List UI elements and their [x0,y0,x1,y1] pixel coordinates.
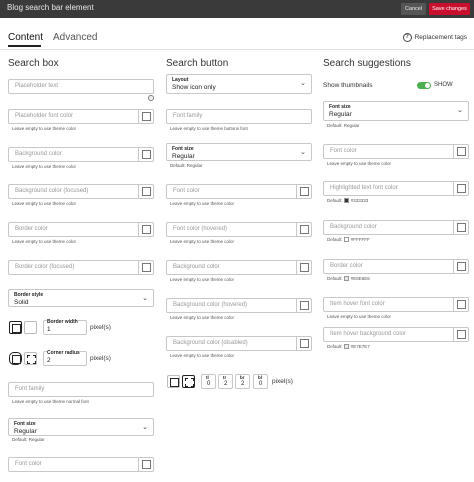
select-value: Show icon only [172,84,216,91]
hint: Leave empty to use theme color [170,315,235,320]
field-label: Font color (hovered) [173,226,228,232]
default-color-hint [327,198,368,203]
numfield-label: Border width [47,319,78,325]
color-swatch [344,276,349,281]
color-swatch [344,344,349,349]
hint: Leave empty to use theme color [170,239,235,244]
button-background-color-input[interactable] [166,260,312,275]
border-style-select[interactable] [8,289,154,307]
hint: Default: Regular [170,163,203,168]
field-label: Border color [15,226,48,232]
corner-label: tl [206,375,209,380]
hint-prefix: Default: [327,237,343,242]
color-picker-icon[interactable] [453,298,468,311]
select-label: Font size [172,146,194,152]
field-label: Highlighted text font color [330,185,398,191]
hint-prefix: Default: [327,344,343,349]
hint: Leave empty to use theme normal font [12,399,89,404]
chevron-down-icon: ⌄ [300,149,306,156]
titlebar [0,0,474,18]
color-picker-icon[interactable] [453,260,468,273]
chevron-down-icon: ⌄ [300,80,306,87]
tab-content[interactable]: Content [8,32,44,43]
radius-all-corners-button[interactable] [167,375,180,388]
info-icon[interactable]: i [148,95,154,101]
hint-prefix: Default: [327,276,343,281]
hint-prefix: Default: [327,198,343,203]
section-title-search-box: Search box [8,58,59,69]
color-picker-icon[interactable] [296,223,311,236]
chevron-down-icon: ⌄ [457,107,463,114]
toggle-state-label: SHOW [434,82,453,88]
field-label: Background color [173,264,220,270]
hint: Leave empty to use theme color [170,353,235,358]
question-icon: ? [403,33,412,42]
active-tab-indicator [8,45,41,47]
select-label: Font size [329,104,351,110]
field-label: Font color [330,148,357,154]
color-picker-icon[interactable] [453,221,468,234]
field-label: Item hover font color [330,301,385,307]
corner-bl-input[interactable] [253,374,268,389]
background-color-focused-input[interactable] [8,184,154,199]
hint: Leave empty to use theme color [12,239,77,244]
color-picker-icon[interactable] [138,458,153,471]
corner-value: 2 [224,381,228,387]
corner-radius-input[interactable] [43,351,87,366]
hint: Leave empty to use theme color [12,126,77,131]
corner-label: bl [258,375,262,380]
suggestions-background-color-input[interactable] [323,220,469,235]
color-picker-icon[interactable] [296,185,311,198]
corner-label: br [240,375,245,380]
select-label: Layout [172,77,189,83]
select-value: Regular [14,428,37,435]
button-font-color-input[interactable] [166,184,312,199]
numfield-value: 1 [47,326,51,333]
hint-color: #FFFFFF [350,237,370,242]
field-label: Font color [15,461,42,467]
hint: Default: Regular [327,123,360,128]
corner-br-input[interactable] [235,374,250,389]
suggestions-border-color-input[interactable] [323,259,469,274]
font-color-input[interactable] [8,457,154,472]
numfield-value: 2 [47,357,51,364]
suggestions-font-size-select[interactable] [323,101,469,121]
corner-tl-input[interactable] [201,374,216,389]
field-label: Item hover background color [330,331,407,337]
default-color-hint [327,237,370,242]
unit-label: pixel(s) [90,324,111,331]
color-picker-icon[interactable] [453,328,468,341]
section-title-search-button: Search button [166,58,229,69]
chevron-down-icon: ⌄ [142,295,148,302]
color-picker-icon[interactable] [453,182,468,195]
show-thumbnails-toggle[interactable] [417,82,431,89]
hint: Default: Regular [12,437,45,442]
color-picker-icon[interactable] [138,223,153,236]
corner-label: tr [223,375,227,380]
field-label: Background color (focused) [15,188,89,194]
hint: Leave empty to use theme color [170,201,235,206]
corner-tr-input[interactable] [218,374,233,389]
chevron-down-icon: ⌄ [142,424,148,431]
color-picker-icon[interactable] [296,337,311,350]
color-picker-icon[interactable] [296,261,311,274]
hint: Leave empty to use theme color [327,314,392,319]
field-label: Border color [330,263,363,269]
corner-value: 0 [207,381,211,387]
button-font-size-select[interactable] [166,143,312,161]
cancel-button[interactable]: Cancel [401,3,426,15]
highlighted-text-font-color-input[interactable] [323,181,469,196]
select-value: Regular [172,153,195,160]
hint: Leave empty to use theme color [12,164,77,169]
hint: Leave empty to use theme color [170,277,235,282]
button-background-color-disabled-input[interactable] [166,336,312,351]
color-picker-icon[interactable] [296,299,311,312]
border-all-sides-button[interactable] [9,321,22,334]
hint-color: #E6E6E6 [350,276,370,281]
color-picker-icon[interactable] [138,148,153,161]
show-thumbnails-label: Show thumbnails [323,82,373,89]
color-swatch [344,198,349,203]
select-label: Border style [14,292,44,298]
font-size-select[interactable] [8,418,154,436]
background-color-input[interactable] [8,147,154,162]
select-value: Regular [329,111,352,118]
radius-individual-corners-button[interactable] [182,375,195,388]
hint: Leave empty to use theme color [327,161,392,166]
font-family-input[interactable]: Font family [8,382,154,397]
radius-all-corners-button[interactable] [9,352,22,365]
hint: Leave empty to use theme buttons font [170,126,248,131]
placeholder-font-color-input[interactable] [8,109,154,124]
field-label: Placeholder font color [15,113,74,119]
tabs-divider [0,49,474,50]
select-value: Solid [14,299,29,306]
hint-color: #333333 [350,198,369,203]
color-swatch [344,237,349,242]
corner-value: 0 [259,381,263,387]
default-color-hint [327,276,370,281]
numfield-label: Corner radius [47,350,80,356]
color-picker-icon[interactable] [453,145,468,158]
default-color-hint [327,344,370,349]
hint: Leave empty to use theme color [12,201,77,206]
field-label: Background color [15,151,62,157]
item-hover-background-color-input[interactable] [323,327,469,342]
button-font-family-input[interactable]: Font family [166,109,312,124]
save-button[interactable]: Save changes [429,3,470,15]
item-hover-font-color-input[interactable] [323,297,469,312]
unit-label: pixel(s) [272,378,293,385]
field-label: Font color [173,188,200,194]
replacement-tags-link[interactable] [403,33,467,42]
corner-value: 2 [241,381,245,387]
color-picker-icon[interactable] [138,110,153,123]
radius-individual-corners-button[interactable] [24,352,37,365]
field-label: Background color (disabled) [173,340,248,346]
section-title-search-suggestions: Search suggestions [323,58,411,69]
button-font-color-hovered-input[interactable] [166,222,312,237]
color-picker-icon[interactable] [138,261,153,274]
color-picker-icon[interactable] [138,185,153,198]
border-individual-sides-button[interactable] [24,321,37,334]
layout-select[interactable] [166,74,312,94]
border-color-focused-input[interactable] [8,260,154,275]
field-label: Background color [330,224,377,230]
select-label: Font size [14,421,36,427]
hint-color: #E7E7E7 [350,344,370,349]
border-width-input[interactable] [43,320,87,335]
border-color-input[interactable] [8,222,154,237]
window-title: Blog search bar element [7,3,94,12]
replacement-tags-label: Replacement tags [414,34,467,41]
field-label: Background color (hovered) [173,302,248,308]
unit-label: pixel(s) [90,355,111,362]
placeholder-text-input[interactable]: Placeholder text [8,79,154,94]
suggestions-font-color-input[interactable] [323,144,469,159]
tab-advanced[interactable]: Advanced [53,32,98,43]
button-background-color-hovered-input[interactable] [166,298,312,313]
field-label: Border color (focused) [15,264,75,270]
